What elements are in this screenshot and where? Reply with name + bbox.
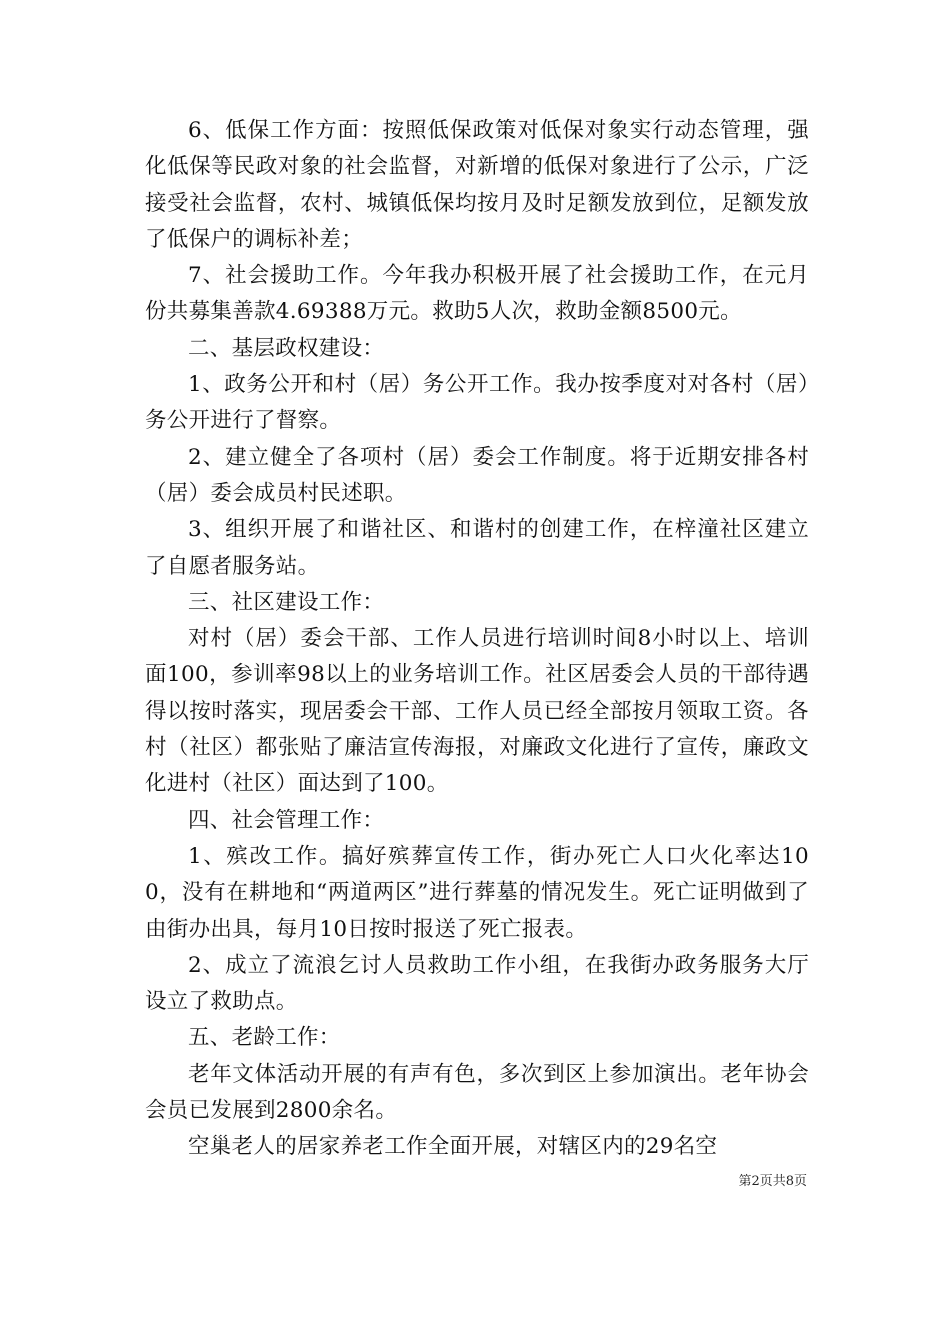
paragraph-low-income-work: 6、低保工作方面：按照低保政策对低保对象实行动态管理，强化低保等民政对象的社会监督，对新增的低保对象进行了公示，广泛接受社会监督，农村、城镇低保均按月及时足额发放到位，足额发放了低保户的调标补差； bbox=[145, 118, 809, 252]
paragraph-training: 对村（居）委会干部、工作人员进行培训时间8小时以上、培训面100，参训率98以上的业务培训工作。社区居委会人员的干部待遇得以按时落实，现居委会干部、工作人员已经全部按月领取工资。各村（社区）都张贴了廉洁宣传海报，对廉政文化进行了宣传，廉政文化进村（社区）面达到了100。 bbox=[145, 626, 809, 797]
paragraph-empty-nest-elderly: 空巢老人的居家养老工作全面开展，对辖区内的29名空 bbox=[188, 1134, 718, 1160]
paragraph-committee-rules: 2、建立健全了各项村（居）委会工作制度。将于近期安排各村（居）委会成员村民述职。 bbox=[145, 444, 809, 506]
paragraph-affairs-disclosure: 1、政务公开和村（居）务公开工作。我办按季度对对各村（居）务公开进行了督察。 bbox=[145, 372, 809, 434]
paragraph-elderly-activities: 老年文体活动开展的有声有色，多次到区上参加演出。老年协会会员已发展到2800余名。 bbox=[145, 1061, 809, 1124]
paragraph-vagrant-relief: 2、成立了流浪乞讨人员救助工作小组，在我街办政务服务大厅设立了救助点。 bbox=[145, 952, 809, 1015]
paragraph-harmonious-community: 3、组织开展了和谐社区、和谐村的创建工作，在梓潼社区建立了自愿者服务站。 bbox=[145, 517, 809, 579]
section-heading-grassroots: 二、基层政权建设： bbox=[188, 335, 385, 361]
paragraph-funeral-reform: 1、殡改工作。搞好殡葬宣传工作，街办死亡人口火化率达100，没有在耕地和“两道两区”进行葬墓的情况发生。死亡证明做到了由街办出具，每月10日按时报送了死亡报表。 bbox=[145, 843, 809, 942]
document-body bbox=[145, 113, 809, 1166]
section-heading-elderly: 五、老龄工作： bbox=[188, 1025, 341, 1051]
paragraph-social-assistance: 7、社会援助工作。今年我办积极开展了社会援助工作，在元月份共募集善款4.69388万元。救助5人次，救助金额8500元。 bbox=[145, 263, 809, 325]
section-heading-community: 三、社区建设工作： bbox=[188, 589, 385, 615]
section-heading-social-management: 四、社会管理工作： bbox=[188, 807, 385, 833]
page-number: 第2页共8页 bbox=[738, 1174, 807, 1189]
